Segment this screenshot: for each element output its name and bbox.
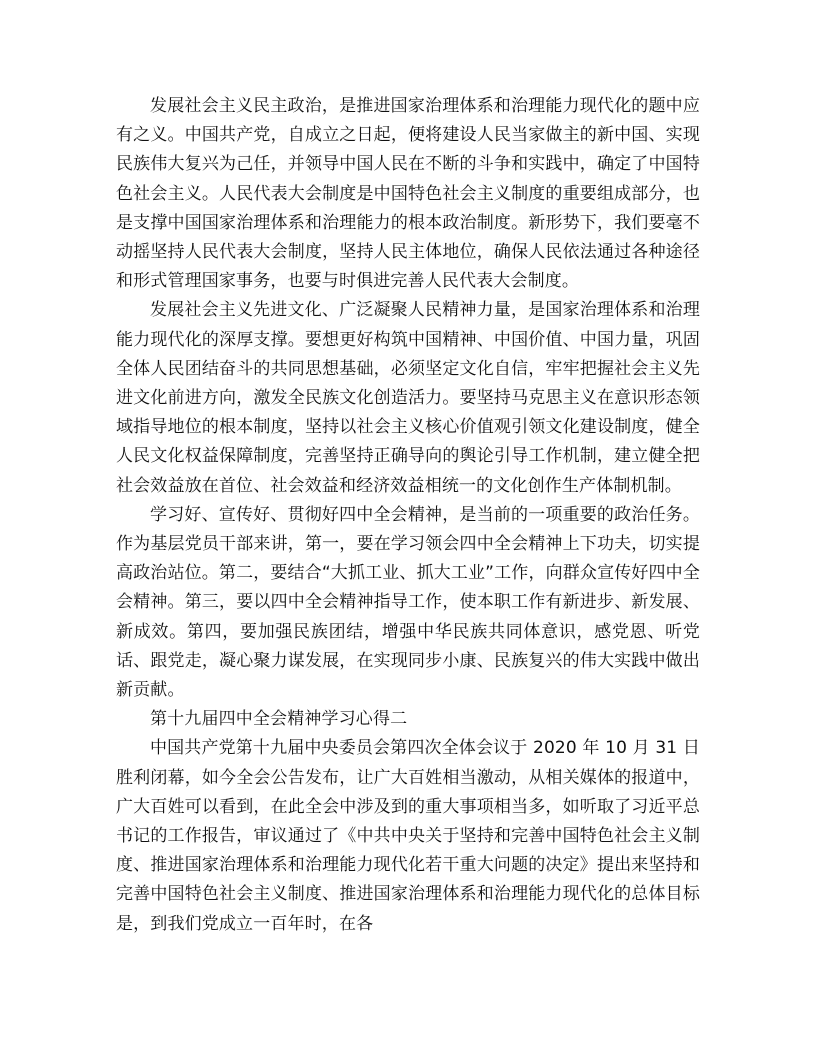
paragraph-plenary: 中国共产党第十九届中央委员会第四次全体会议于 2020 年 10 月 31 日胜利闭幕，如今全会公告发布，让广大百姓相当激动，从相关媒体的报道中，广大百姓可以看到，在此全会中涉及到的重大事项相当多，如听取了习近平总书记的工作报告，审议通过了《中共中央关于坚持和完善中国特色社会主义制度、推进国家治理体系和治理能力现代化若干重大问题的决定》提出来坚持和完善中国特色社会主义制度、推进国家治理体系和治理能力现代化的总体目标是，到我们党成立一百年时，在各 — [116, 738, 700, 934]
paragraph-study: 学习好、宣传好、贯彻好四中全会精神，是当前的一项重要的政治任务。作为基层党员干部来讲，第一，要在学习领会四中全会精神上下功夫，切实提高政治站位。第二，要结合“大抓工业、抓大工业”工作，向群众宣传好四中全会精神。第三，要以四中全会精神指导工作，使本职工作有新进步、新发展、新成效。第四，要加强民族团结，增强中华民族共同体意识，感党恩、听党话、跟党走，凝心聚力谋发展，在实现同步小康、民族复兴的伟大实践中做出新贡献。 — [116, 504, 700, 701]
paragraph-democracy: 发展社会主义民主政治，是推进国家治理体系和治理能力现代化的题中应有之义。中国共产党，自成立之日起，便将建设人民当家做主的新中国、实现民族伟大复兴为己任，并领导中国人民在不断的斗争和实践中，确定了中国特色社会主义。人民代表大会制度是中国特色社会主义制度的重要组成部分，也是支撑中国国家治理体系和治理能力的根本政治制度。新形势下，我们要毫不动摇坚持人民代表大会制度，坚持人民主体地位，确保人民依法通过各种途径和形式管理国家事务，也要与时俱进完善人民代表大会制度。 — [116, 96, 700, 292]
paragraph-culture: 发展社会主义先进文化、广泛凝聚人民精神力量，是国家治理体系和治理能力现代化的深厚支撑。要想更好构筑中国精神、中国价值、中国力量，巩固全体人民团结奋斗的共同思想基础，必须坚定文化自信，牢牢把握社会主义先进文化前进方向，激发全民族文化创造活力。要坚持马克思主义在意识形态领域指导地位的根本制度，坚持以社会主义核心价值观引领文化建设制度，健全人民文化权益保障制度，完善坚持正确导向的舆论引导工作机制，建立健全把社会效益放在首位、社会效益和经济效益相统一的文化创作生产体制机制。 — [116, 300, 700, 496]
section-title: 第十九届四中全会精神学习心得二 — [150, 709, 408, 730]
document-body — [116, 92, 700, 939]
